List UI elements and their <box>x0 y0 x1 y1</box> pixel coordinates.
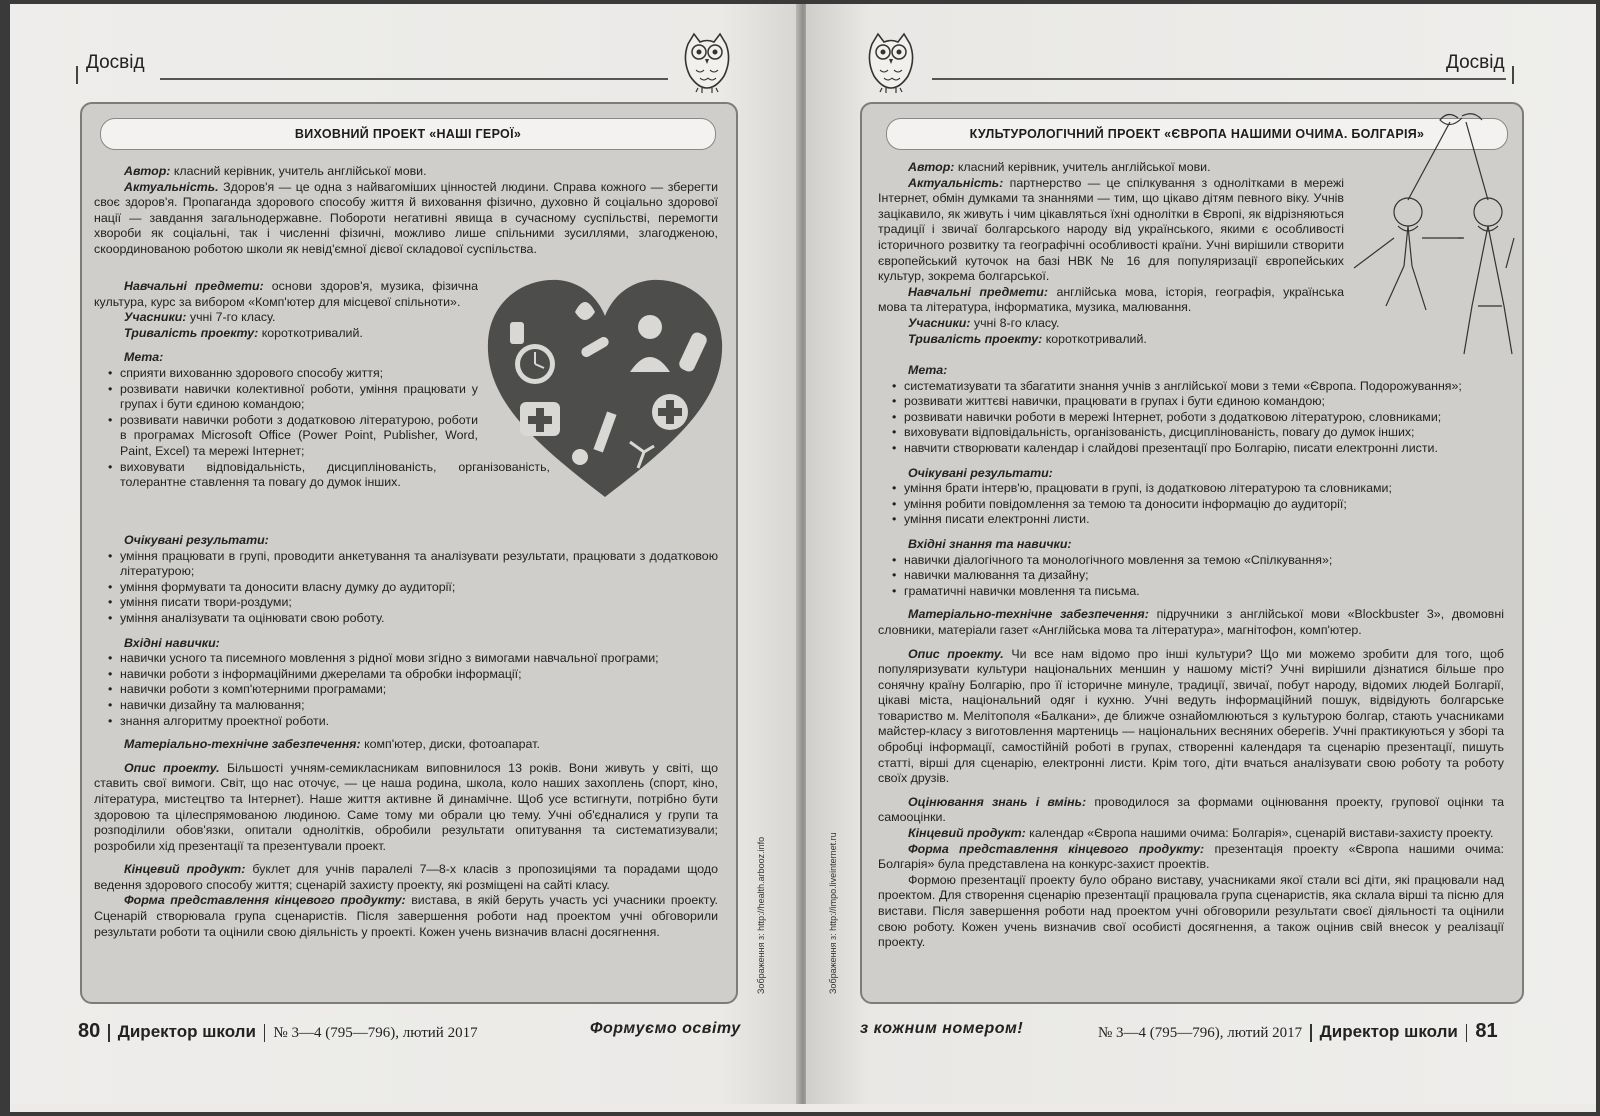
list-item: • знання алгоритму проектної роботи. <box>108 714 718 730</box>
magazine-title: Директор школи <box>117 1022 256 1041</box>
list-item: • розвивати життєві навички, працювати в групах і бути єдиною командою; <box>892 394 1504 410</box>
list-item: • навички діалогічного та монологічного мовлення за темою «Спілкування»; <box>892 553 1504 569</box>
image-credit: Зображення з: http://health.arbooz.info <box>756 836 766 994</box>
project-title: ВИХОВНИЙ ПРОЕКТ «НАШІ ГЕРОЇ» <box>100 118 716 150</box>
list-item: • уміння писати твори-роздуми; <box>108 595 718 611</box>
evaluation-label: Оцінювання знань і вмінь: <box>908 794 1087 809</box>
list-item: • сприяти вихованню здорового способу життя; <box>108 366 478 382</box>
list-item: • уміння писати електронні листи. <box>892 512 1504 528</box>
subjects-label: Навчальні предмети: <box>124 279 264 293</box>
section-header: Досвід <box>86 52 145 73</box>
results-heading: Очікувані результати: <box>908 465 1053 480</box>
list-item: • уміння формувати та доносити власну думку до аудиторії; <box>108 580 718 596</box>
list-item: • уміння робити повідомлення за темою та доносити інформацію до аудиторії; <box>892 497 1504 513</box>
participants-text: учні 7-го класу. <box>189 310 276 325</box>
duration-label: Тривалість проекту: <box>908 331 1043 346</box>
description-label: Опис проекту. <box>908 646 1004 661</box>
equipment-label: Матеріально-технічне забезпечення: <box>124 737 361 752</box>
results-heading: Очікувані результати: <box>124 533 269 547</box>
skills-heading: Вхідні навички: <box>124 635 220 650</box>
product-text: буклет для учнів паралелі 7—8-х класів з пропозиціями та порадами щодо ведення здорового способу життя; сценарій захисту проекту, які розміщені на сайті класу. <box>94 862 718 892</box>
skills-list <box>94 651 718 729</box>
equipment-label: Матеріально-технічне забезпечення: <box>908 607 1149 622</box>
issue-info: № 3—4 (795—796), лютий 2017 <box>273 1025 478 1041</box>
list-item: • граматичні навички мовлення та письма. <box>892 584 1504 600</box>
equipment-text: підручники з англійської мови «Blockbuster 3», двомовні словники, матеріали газет «Англійська мова та література», магнітофон, комп'ютер. <box>878 607 1504 637</box>
list-item: • розвивати навички роботи в мережі Інтернет, роботи з додатковою літературою, словниками; <box>892 410 1504 426</box>
skills-list <box>878 553 1504 600</box>
list-item: • навички роботи з комп'ютерними програмами; <box>108 682 718 698</box>
list-item: • уміння працювати в групі, проводити анкетування та аналізувати результати, працювати з додатковою літературою; <box>108 549 718 580</box>
subjects-text: англійська мова, історія, географія, українська мова та література, інформатика, музика, малювання. <box>878 284 1344 315</box>
evaluation-text: проводилося за формами оцінювання проекту, групової оцінки та самооцінки. <box>878 794 1504 825</box>
page-footer <box>78 1020 478 1043</box>
product-label: Кінцевий продукт: <box>124 862 246 877</box>
footer-slogan: Формуємо освіту <box>590 1020 741 1037</box>
product-label: Кінцевий продукт: <box>908 826 1026 841</box>
participants-label: Учасники: <box>124 310 187 325</box>
participants-label: Учасники: <box>908 315 971 330</box>
description-text: Більшості учням-семикласникам виповнилося 13 років. Вони живуть у світі, що ставить свої вимоги. Світ, що нас оточує, — це наша родина, школа, коло наших захоплень (спорт, кіно, література, мистецтво та Інтернет). Наше життя активне й динамічне. Щоб усе встигнути, потрібно бути здоровою та цілеспрямованою людиною. Саме тому ми обрали цю тему. Учні об'єдналися у групи та розподілили обов'язки, опитали однолітків, обробили результати опитування та систематизували; розробили хід презентації та презентували проект. <box>94 760 718 853</box>
description-label: Опис проекту. <box>124 760 220 775</box>
right-article-top <box>878 160 1344 347</box>
owl-icon <box>678 30 736 94</box>
list-item: • виховувати відповідальність, дисциплінованість, організованість, толерантне ставлення та повагу до думок інших. <box>108 460 550 491</box>
footer-slogan: з кожним номером! <box>860 1020 1024 1037</box>
image-credit: Зображення з: http://impo.liveinternet.ru <box>828 832 838 994</box>
list-item: • навички дизайну та малювання; <box>108 698 718 714</box>
author-text: класний керівник, учитель англійської мови. <box>957 160 1211 174</box>
description-text: Чи все нам відомо про інші культури? Що ми можемо зробити для того, щоб популяризувати культури національних меншин у нашому місті? Учні вирішили дізнатися більше про сонячну країну Болгарію, про її історичне минуле, традиції, звичаї, побут народу, відомих людей Болгарії, цікаві міста, національний одяг і кухню. Учні ведуть інформаційний пошук, відвідують болгарське товариство м. Мелітополя «Балкани», де ближче ознайомлюються з культурою болгар, стають учасниками майстер-класу з виготовлення мартениць — національних весняних оберегів. Учні практикуються у зборі та обробці інформації, самостійній роботі в групах, створенні календаря та сценарію презентації, пишуть статті, вірші для сценарію, електронні листи. Крім того, діти вчаться аналізувати свою роботу та роботу своїх друзів. <box>878 646 1504 786</box>
results-list <box>878 481 1504 528</box>
list-item: • виховувати відповідальність, організованість, дисциплінованість, повагу до думок інших; <box>892 425 1504 441</box>
form-text: вистава, в якій беруть участь усі учасники проекту. Сценарій створювала група сценаристів. Після завершення роботи над проектом учні обговорили результати роботи та оцінили свою діяльність у проекті. Кожен учень визначив власні досягнення. <box>94 893 718 939</box>
skills-heading: Вхідні знання та навички: <box>908 536 1072 551</box>
right-article-bottom <box>878 354 1504 951</box>
relevance-label: Актуальність. <box>124 179 219 194</box>
goal-list <box>878 379 1504 457</box>
header-tick <box>1512 66 1514 84</box>
author-text: класний керівник, учитель англійської мови. <box>173 164 427 178</box>
subjects-label: Навчальні предмети: <box>908 284 1049 299</box>
header-tick <box>76 66 78 84</box>
list-item: • навички усного та писемного мовлення з рідної мови згідно з вимогами навчальної програми; <box>108 651 718 667</box>
list-item: • уміння брати інтерв'ю, працювати в групі, із додатковою літературою та словниками; <box>892 481 1504 497</box>
section-header: Досвід <box>1446 52 1505 73</box>
list-item: • розвивати навички колективної роботи, уміння працювати у групах і бути єдиною командою; <box>108 382 478 413</box>
list-item: • навчити створювати календар і слайдові презентації про Болгарію, писати електронні листи. <box>892 441 1504 457</box>
goal-heading: Мета: <box>124 350 164 365</box>
subjects-text: основи здоров'я, музика, фізична культура, курс за вибором «Комп'ютер для місцевої спільноти». <box>94 279 478 309</box>
duration-text: короткотривалий. <box>1045 331 1147 346</box>
relevance-text: партнерство — це спілкування з однолітками в мережі Інтернет, обмін думками та знаннями — тим, що цікаво дітям певного віку. Учнів зацікавило, як живуть і чим цікавляться їхні однолітки в Європі, як відрізняються традиції і звичаї болгарського народу від українського, якими є особливості історичного розвитку та географічні особливості країни. Учні вирішили створити європейський куточок на базі НВК № 16 для популяризації європейських культур, зокрема болгарської. <box>878 175 1344 284</box>
equipment-text: комп'ютер, диски, фотоапарат. <box>364 737 540 752</box>
product-text: календар «Європа нашими очима: Болгарія», сценарій вистави-захисту проекту. <box>1029 826 1494 841</box>
issue-info: № 3—4 (795—796), лютий 2017 <box>1098 1025 1303 1041</box>
list-item: • навички малювання та дизайну; <box>892 568 1504 584</box>
header-rule <box>932 78 1506 80</box>
magazine-spread <box>10 4 1596 1112</box>
project-title: КУЛЬТУРОЛОГІЧНИЙ ПРОЕКТ «ЄВРОПА НАШИМИ ОЧИМА. БОЛГАРІЯ» <box>886 118 1508 150</box>
list-item: • систематизувати та збагатити знання учнів з англійської мови з теми «Європа. Подорожування»; <box>892 379 1504 395</box>
relevance-label: Актуальність: <box>908 175 1004 190</box>
left-article-bottom <box>94 524 718 940</box>
page-number: 81 <box>1475 1020 1498 1042</box>
relevance-text: Здоров'я — це одна з найвагоміших цінностей людини. Справа кожного — зберегти своє здоров'я. Пропаганда здорового способу життя й виховання фізично, духовно й соціально здорової нації — завдання загальнодержавне. Побороти негативні явища в сучасному суспільстві, перемогти хвороби як соціальні, так і численні фізичні, можливо лише спільними зусиллями, злагодженою, скоординованою роботою школи як невід'ємної дієвої складової суспільства. <box>94 179 718 256</box>
goal-list <box>94 365 550 491</box>
list-item: • уміння аналізувати та оцінювати свою роботу. <box>108 611 718 627</box>
participants-text: учні 8-го класу. <box>973 315 1060 330</box>
form-label: Форма представлення кінцевого продукту: <box>908 841 1205 856</box>
author-label: Автор: <box>908 160 955 174</box>
duration-label: Тривалість проекту: <box>124 325 259 340</box>
goal-heading: Мета: <box>908 363 948 377</box>
magazine-title: Директор школи <box>1319 1022 1458 1041</box>
final-text: Формою презентації проекту було обрано виставу, учасниками якої стали всі діти, які працювали над проектом. Для створення сценарію презентації працювала група сценаристів, яка склала вірші та пісню для вистави. Після завершення роботи над проектом учні обговорили результати своєї діяльності та оцінили свою роботу. Кожен учень визначив свої особисті досягнення, а також оцінив свій внесок у реалізації проекту. <box>878 872 1504 950</box>
left-article-top <box>94 164 718 258</box>
left-article-narrow <box>94 279 550 491</box>
form-label: Форма представлення кінцевого продукту: <box>124 893 406 908</box>
page-number: 80 <box>78 1020 101 1042</box>
results-list <box>94 549 718 627</box>
owl-icon <box>862 30 920 94</box>
duration-text: короткотривалий. <box>261 325 363 340</box>
list-item: • навички роботи з інформаційними джерелами та обробки інформації; <box>108 667 718 683</box>
header-rule <box>160 78 668 80</box>
form-text: презентація проекту «Європа нашими очима: Болгарія» була представлена на конкурс-захист проектів. <box>878 841 1504 872</box>
left-page <box>10 4 800 1104</box>
martenitsa-dolls-icon <box>1338 108 1518 358</box>
page-footer <box>1098 1020 1498 1043</box>
list-item: • розвивати навички роботи з додатковою літературою, роботи в програмах Microsoft Office (Power Point, Publisher, Word, Paint, Excel) та мережі Інтернет; <box>108 413 478 460</box>
author-label: Автор: <box>124 164 171 178</box>
